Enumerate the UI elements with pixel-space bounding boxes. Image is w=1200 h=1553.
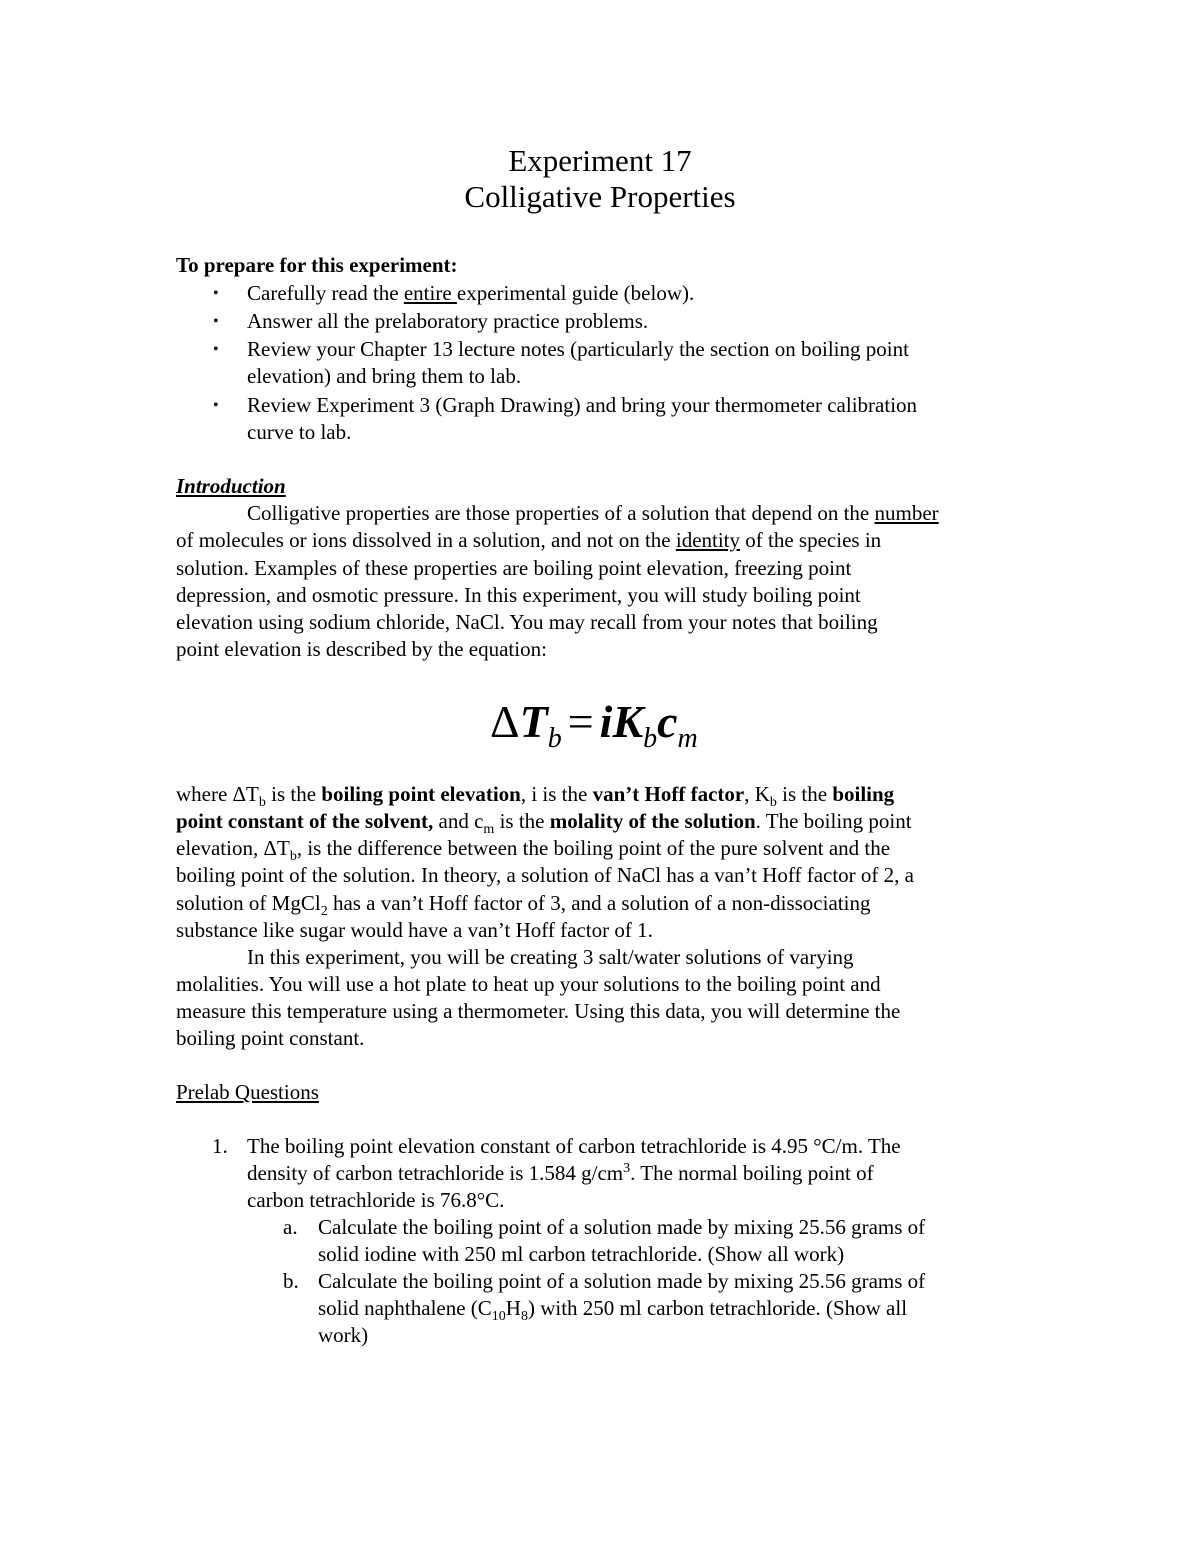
where-line-4: boiling point of the solution. In theory, a solution of NaCl has a van’t Hoff factor of 2, a: [176, 863, 914, 887]
where-text: has a van’t Hoff factor of 3, and a solution of a non-dissociating: [327, 891, 871, 915]
question-1-text: . The normal boiling point of: [630, 1161, 874, 1185]
bullet-icon: •: [213, 397, 219, 414]
prepare-item-3-line-1: Review your Chapter 13 lecture notes (particularly the section on boiling point: [247, 337, 909, 361]
term-boiling-point-constant: boiling: [832, 782, 895, 806]
bullet-icon: •: [213, 341, 219, 358]
question-1b-text: H: [505, 1296, 521, 1320]
intro-line-4: depression, and osmotic pressure. In this experiment, you will study boiling point: [176, 583, 861, 607]
prepare-item-2: Answer all the prelaboratory practice problems.: [247, 309, 649, 333]
prepare-item-1: [247, 280, 1107, 307]
term-boiling-point-elevation: boiling point elevation: [321, 782, 521, 806]
prelab-heading: Prelab Questions: [176, 1080, 319, 1104]
equation-t: T: [519, 696, 548, 747]
where-line-2: [176, 808, 1036, 838]
intro-line-5: elevation using sodium chloride, NaCl. You may recall from your notes that boiling: [176, 610, 878, 634]
question-1b-line-1: Calculate the boiling point of a solution made by mixing 25.56 grams of: [318, 1269, 926, 1293]
equation-c-subscript: m: [677, 723, 698, 755]
intro-line-1: [176, 500, 1107, 527]
page-title: Experiment 17: [508, 143, 692, 178]
term-molality: molality of the solution: [549, 809, 756, 833]
where-text: . The boiling point: [755, 809, 912, 833]
prepare-item-1-emphasis: entire: [403, 281, 457, 305]
subscript: b: [769, 795, 777, 811]
bullet-icon: •: [213, 313, 219, 330]
question-1b-text: ) with 250 ml carbon tetrachloride. (Show all: [527, 1296, 908, 1320]
intro-line-2: [176, 527, 1036, 554]
where-line-5: [176, 890, 1036, 920]
prepare-item-3-line-2: elevation) and bring them to lab.: [247, 364, 522, 388]
question-1b-letter: b.: [283, 1269, 299, 1293]
where-text: solution of MgCl: [176, 891, 321, 915]
question-1b-line-2: [318, 1295, 1178, 1325]
question-1a-letter: a.: [283, 1215, 298, 1239]
question-1b-line-3: work): [318, 1323, 369, 1347]
question-1b-text: solid naphthalene (C: [318, 1296, 492, 1320]
paragraph-2-line-2: molalities. You will use a hot plate to heat up your solutions to the boiling point and: [176, 972, 881, 996]
prepare-item-4-line-2: curve to lab.: [247, 420, 352, 444]
intro-line-2-text: of molecules or ions dissolved in a solution, and not on the: [176, 528, 676, 552]
paragraph-2-line-3: measure this temperature using a thermometer. Using this data, you will determine the: [176, 999, 901, 1023]
where-text: is the: [265, 782, 322, 806]
intro-line-3: solution. Examples of these properties are boiling point elevation, freezing point: [176, 556, 852, 580]
question-1-line-3: carbon tetrachloride is 76.8°C.: [247, 1188, 505, 1212]
intro-line-1-text: Colligative properties are those properties of a solution that depend on the: [247, 501, 875, 525]
question-1-line-1: The boiling point elevation constant of carbon tetrachloride is 4.95 °C/m. The: [247, 1134, 901, 1158]
where-text: and c: [433, 809, 484, 833]
intro-line-6: point elevation is described by the equation:: [176, 637, 547, 661]
subscript: m: [483, 822, 495, 838]
subscript: b: [258, 795, 266, 811]
subscript: b: [289, 849, 297, 865]
intro-heading: Introduction: [176, 474, 286, 498]
where-line-3: [176, 835, 1036, 865]
prepare-item-1-text: Carefully read the: [247, 281, 404, 305]
prepare-item-4-line-1: Review Experiment 3 (Graph Drawing) and bring your thermometer calibration: [247, 393, 918, 417]
where-text: , is the difference between the boiling point of the pure solvent and the: [296, 836, 891, 860]
intro-emphasis-number: number: [874, 501, 939, 525]
where-text: , K: [744, 782, 770, 806]
intro-emphasis-identity: identity: [675, 528, 741, 552]
equation-c: c: [657, 696, 678, 747]
term-vant-hoff-factor: van’t Hoff factor: [592, 782, 745, 806]
subscript: 10: [491, 1309, 506, 1325]
equation-t-subscript: b: [547, 723, 562, 755]
intro-line-2-text-end: of the species in: [740, 528, 882, 552]
term-boiling-point-constant-cont: point constant of the solvent,: [176, 809, 434, 833]
where-text: elevation, ΔT: [176, 836, 290, 860]
paragraph-2-line-4: boiling point constant.: [176, 1026, 365, 1050]
equation-k-subscript: b: [643, 723, 658, 755]
question-1-text: density of carbon tetrachloride is 1.584 g/cm: [247, 1161, 624, 1185]
where-text: where ΔT: [176, 782, 259, 806]
where-line-1: [176, 781, 1036, 811]
question-1a-line-2: solid iodine with 250 ml carbon tetrachloride. (Show all work): [318, 1242, 845, 1266]
page-subtitle: Colligative Properties: [464, 179, 736, 214]
question-1-number: 1.: [212, 1134, 228, 1158]
question-1-line-2: [247, 1160, 1107, 1187]
prepare-heading: To prepare for this experiment:: [176, 253, 458, 277]
bullet-icon: •: [213, 285, 219, 302]
where-text: , i is the: [520, 782, 593, 806]
prepare-item-1-text-end: experimental guide (below).: [456, 281, 695, 305]
equation-i: i: [599, 696, 613, 747]
equation-k: K: [612, 696, 644, 747]
subscript: 8: [520, 1309, 528, 1325]
where-line-6: substance like sugar would have a van’t Hoff factor of 1.: [176, 918, 653, 942]
question-1a-line-1: Calculate the boiling point of a solution made by mixing 25.56 grams of: [318, 1215, 926, 1239]
boiling-point-equation: [490, 692, 790, 755]
subscript: 2: [320, 904, 328, 920]
equation-equals: =: [567, 696, 594, 747]
superscript: 3: [623, 1161, 631, 1176]
paragraph-2-line-1: In this experiment, you will be creating 3 salt/water solutions of varying: [247, 945, 854, 969]
equation-delta: Δ: [490, 696, 520, 747]
where-text: is the: [776, 782, 833, 806]
where-text: is the: [494, 809, 550, 833]
